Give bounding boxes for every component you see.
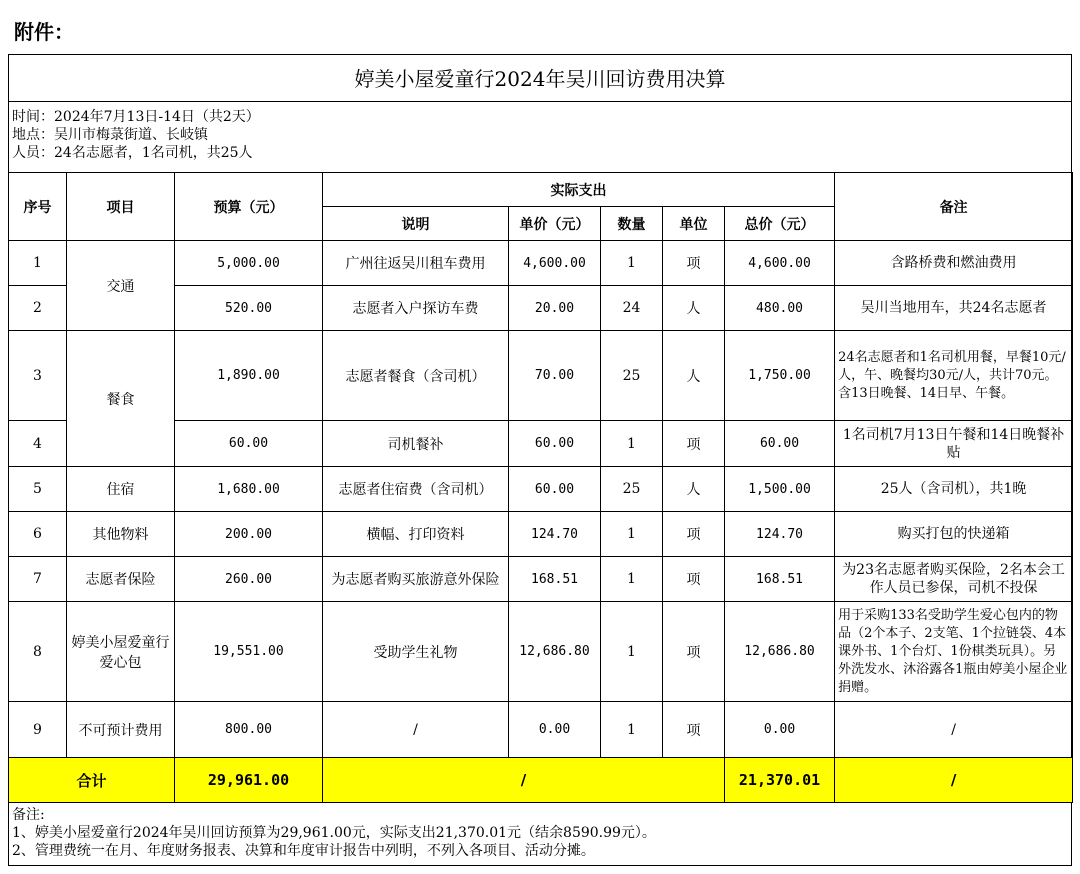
footer-note-1: 1、婷美小屋爱童行2024年吴川回访预算为29,961.00元，实际支出21,370.01元（结余8590.99元）。 [12, 825, 656, 841]
cell-qty: 1 [601, 421, 663, 467]
cell-qty: 1 [601, 241, 663, 286]
cell-item-meals: 餐食 [67, 331, 175, 467]
header-item: 项目 [67, 173, 175, 241]
cell-remark: 吴川当地用车，共24名志愿者 [835, 286, 1073, 331]
cell-total: 0.00 [725, 702, 835, 758]
cell-seq: 6 [9, 512, 67, 557]
cell-budget: 1,680.00 [175, 467, 323, 512]
cell-budget: 5,000.00 [175, 241, 323, 286]
cell-desc: 广州往返吴川租车费用 [323, 241, 509, 286]
cell-unit-price: 70.00 [509, 331, 601, 421]
cell-seq: 2 [9, 286, 67, 331]
cell-total: 480.00 [725, 286, 835, 331]
table-row [9, 241, 1073, 286]
cell-budget: 800.00 [175, 702, 323, 758]
event-info [12, 108, 260, 162]
cell-seq: 8 [9, 602, 67, 702]
cell-remark: 为23名志愿者购买保险，2名本会工作人员已参保，司机不投保 [835, 557, 1073, 602]
header-remark: 备注 [835, 173, 1073, 241]
cell-unit: 项 [663, 602, 725, 702]
cell-unit: 项 [663, 512, 725, 557]
cell-remark: 24名志愿者和1名司机用餐，早餐10元/人，午、晚餐均30元/人，共计70元。含13日晚餐、14日早、午餐。 [835, 331, 1073, 421]
cell-remark: 用于采购133名受助学生爱心包内的物品（2个本子、2支笔、1个拉链袋、4本课外书、1个台灯、1份棋类玩具）。另外洗发水、沐浴露各1瓶由婷美小屋企业捐赠。 [835, 602, 1073, 702]
header-unit-price: 单价（元） [509, 207, 601, 241]
cell-budget: 520.00 [175, 286, 323, 331]
cell-unit: 项 [663, 421, 725, 467]
cell-seq: 5 [9, 467, 67, 512]
table-row [9, 467, 1073, 512]
cell-unit-price: 168.51 [509, 557, 601, 602]
cell-remark: 含路桥费和燃油费用 [835, 241, 1073, 286]
cell-desc: 志愿者住宿费（含司机） [323, 467, 509, 512]
cell-remark: 购买打包的快递箱 [835, 512, 1073, 557]
cell-budget: 200.00 [175, 512, 323, 557]
cell-seq: 3 [9, 331, 67, 421]
cell-desc: 受助学生礼物 [323, 602, 509, 702]
cell-remark: 25人（含司机），共1晚 [835, 467, 1073, 512]
cell-qty: 1 [601, 602, 663, 702]
header-actual: 实际支出 [323, 173, 835, 207]
cell-item-lodging: 住宿 [67, 467, 175, 512]
cell-item-transport: 交通 [67, 241, 175, 331]
cell-unit: 项 [663, 241, 725, 286]
cell-seq: 1 [9, 241, 67, 286]
cell-item-unexpected: 不可预计费用 [67, 702, 175, 758]
expense-table [8, 172, 1073, 803]
cell-seq: 7 [9, 557, 67, 602]
attachment-label: 附件： [14, 20, 74, 44]
total-remark: / [835, 758, 1073, 803]
cell-unit-price: 60.00 [509, 421, 601, 467]
cell-unit-price: 4,600.00 [509, 241, 601, 286]
cell-qty: 25 [601, 331, 663, 421]
cell-item-gift: 婷美小屋爱童行爱心包 [67, 602, 175, 702]
cell-budget: 19,551.00 [175, 602, 323, 702]
header-budget: 预算（元） [175, 173, 323, 241]
cell-remark: / [835, 702, 1073, 758]
cell-total: 168.51 [725, 557, 835, 602]
cell-desc: 志愿者餐食（含司机） [323, 331, 509, 421]
cell-budget: 260.00 [175, 557, 323, 602]
cell-unit: 项 [663, 557, 725, 602]
cell-qty: 1 [601, 512, 663, 557]
cell-total: 1,500.00 [725, 467, 835, 512]
table-row [9, 512, 1073, 557]
table-row [9, 602, 1073, 702]
cell-total: 124.70 [725, 512, 835, 557]
cell-unit-price: 0.00 [509, 702, 601, 758]
info-time: 时间：2024年7月13日-14日（共2天） [12, 109, 260, 125]
cell-seq: 9 [9, 702, 67, 758]
cell-seq: 4 [9, 421, 67, 467]
header-unit: 单位 [663, 207, 725, 241]
cell-total: 12,686.80 [725, 602, 835, 702]
cell-unit-price: 20.00 [509, 286, 601, 331]
cell-unit: 人 [663, 286, 725, 331]
cell-qty: 1 [601, 557, 663, 602]
cell-budget: 1,890.00 [175, 331, 323, 421]
cell-item-materials: 其他物料 [67, 512, 175, 557]
cell-qty: 24 [601, 286, 663, 331]
total-desc: / [323, 758, 725, 803]
total-actual: 21,370.01 [725, 758, 835, 803]
cell-qty: 1 [601, 702, 663, 758]
cell-unit-price: 12,686.80 [509, 602, 601, 702]
cell-total: 1,750.00 [725, 331, 835, 421]
footer-notes [12, 806, 656, 860]
total-label: 合计 [9, 758, 175, 803]
cell-desc: 为志愿者购买旅游意外保险 [323, 557, 509, 602]
header-qty: 数量 [601, 207, 663, 241]
cell-item-insurance: 志愿者保险 [67, 557, 175, 602]
table-row [9, 331, 1073, 421]
table-row [9, 702, 1073, 758]
cell-total: 4,600.00 [725, 241, 835, 286]
info-location: 地点：吴川市梅菉街道、长岐镇 [12, 127, 208, 143]
cell-desc: 横幅、打印资料 [323, 512, 509, 557]
footer-note-title: 备注: [12, 807, 45, 823]
total-budget: 29,961.00 [175, 758, 323, 803]
cell-desc: / [323, 702, 509, 758]
cell-total: 60.00 [725, 421, 835, 467]
table-row [9, 557, 1073, 602]
cell-desc: 志愿者入户探访车费 [323, 286, 509, 331]
cell-unit: 项 [663, 702, 725, 758]
cell-remark: 1名司机7月13日午餐和14日晚餐补贴 [835, 421, 1073, 467]
info-people: 人员：24名志愿者，1名司机，共25人 [12, 145, 253, 161]
cell-budget: 60.00 [175, 421, 323, 467]
total-row [9, 758, 1073, 803]
header-total: 总价（元） [725, 207, 835, 241]
cell-desc: 司机餐补 [323, 421, 509, 467]
header-seq: 序号 [9, 173, 67, 241]
cell-unit: 人 [663, 331, 725, 421]
document-title: 婷美小屋爱童行2024年吴川回访费用决算 [8, 54, 1072, 102]
cell-unit-price: 124.70 [509, 512, 601, 557]
cell-unit-price: 60.00 [509, 467, 601, 512]
cell-unit: 人 [663, 467, 725, 512]
cell-qty: 25 [601, 467, 663, 512]
header-desc: 说明 [323, 207, 509, 241]
footer-note-2: 2、管理费统一在月、年度财务报表、决算和年度审计报告中列明，不列入各项目、活动分摊。 [12, 843, 595, 859]
